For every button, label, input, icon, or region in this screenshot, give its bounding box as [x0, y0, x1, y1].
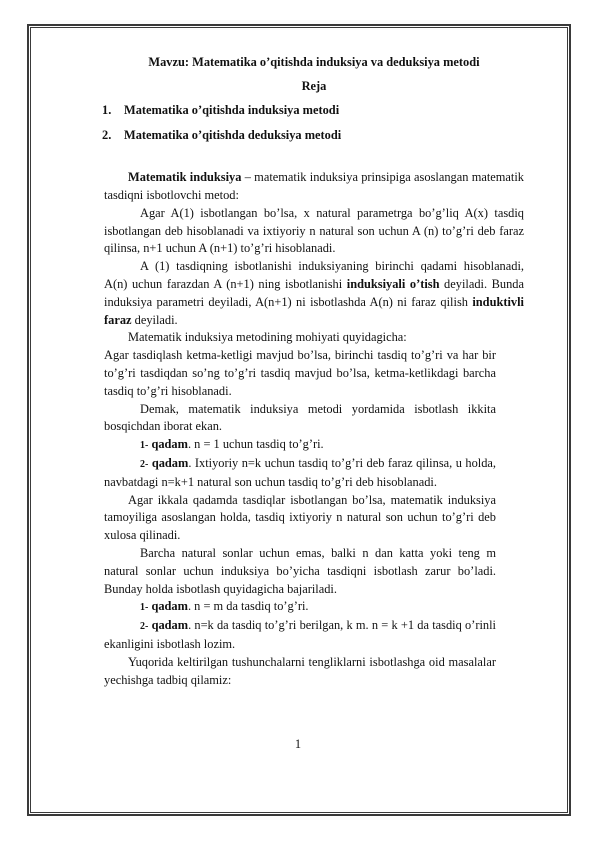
plan-list — [104, 102, 524, 146]
paragraph: Agar ikkala qadamda tasdiqlar isbotlangan bo’lsa, matematik induksiya tamoyiliga asoslangan holda, tasdiq ixtiyoriy n natural son uchun to’g’ri deb xulosa qilinadi. — [104, 492, 496, 543]
paragraph-definition — [104, 169, 524, 205]
plan-item-text: Matematika o’qitishda deduksiya metodi — [124, 128, 342, 143]
step-1 — [104, 436, 496, 455]
paragraph: Yuqorida keltirilgan tushunchalarni tengliklarni isbotlashga oid masalalar yechishga tadbiq qilamiz: — [104, 654, 496, 687]
step-text: . n = 1 uchun tasdiq to’g’ri. — [187, 437, 324, 452]
step-number: 1- — [140, 602, 149, 614]
term-bold: Matematik induksiya — [128, 170, 242, 185]
step-text: . Ixtiyoriy n=k uchun tasdiq to’g’ri deb faraz qilinsa, u holda, navbatdagi n=k+1 natural son uchun tasdiq to’g’ri deb hisoblanadi. — [104, 455, 496, 489]
step-1 — [104, 598, 496, 617]
doc-subtitle: Reja — [301, 78, 327, 93]
term-bold: induksiyali o’tish — [346, 276, 440, 291]
page-number: 1 — [294, 737, 302, 751]
paragraph-text: deyiladi. — [131, 312, 178, 327]
plan-item — [104, 127, 524, 145]
paragraph-text: deyiladi. Bunda induksiya parametri deyiladi, A(n+1) ni isbotlashda A(n) ni faraz qilish — [104, 276, 524, 309]
doc-title: Mavzu: Matematika o’qitishda induksiya va deduksiya metodi — [148, 55, 480, 69]
plan-item — [104, 102, 524, 120]
paragraph: Agar A(1) isbotlangan bo’lsa, x natural parametrga bo’g’liq A(x) tasdiq isbotlangan deb hisoblanadi va ixtiyoriy n natural son uchun A (n) to’g’ri deb faraz qilinsa, n+1 uchun A (n+1) to’g’ri hisoblanadi. — [104, 205, 524, 256]
spacer — [104, 153, 524, 169]
step-number: 1- — [140, 440, 149, 452]
step-text: . n=k da tasdiq to’g’ri berilgan, k m. n = k +1 da tasdiq o’rinli ekanligini isbotlash lozim. — [104, 618, 496, 651]
document-body — [104, 54, 524, 689]
step-label: qadam — [151, 437, 188, 452]
plan-item-text: Matematika o’qitishda induksiya metodi — [124, 102, 340, 117]
narrow-block — [104, 347, 496, 689]
term-bold: induktivli faraz — [104, 294, 524, 327]
paragraph: Matematik induksiya metodining mohiyati quyidagicha: — [128, 330, 407, 345]
step-text: . n = m da tasdiq to’g’ri. — [187, 599, 309, 614]
paragraph — [104, 258, 524, 329]
step-number: 2- — [140, 458, 149, 470]
step-label: qadam — [151, 599, 188, 614]
paragraph-text: A (1) tasdiqning isbotlanishi induksiyaning birinchi qadami hisoblanadi, A(n) uchun farazdan A (n+1) ning isbotlanishi — [104, 259, 524, 291]
paragraph-text: – matematik induksiya prinsipiga asoslangan matematik tasdiqni isbotlovchi metod: — [104, 170, 524, 202]
step-number: 2- — [140, 621, 149, 633]
paragraph: Demak, matematik induksiya metodi yordamida isbotlash ikkita bosqichdan iborat ekan. — [104, 401, 496, 434]
step-2 — [104, 617, 496, 654]
plan-item-number: 1. — [102, 102, 112, 117]
plan-item-number: 2. — [102, 128, 112, 143]
step-2 — [104, 455, 496, 492]
paragraph: Barcha natural sonlar uchun emas, balki n dan katta yoki teng m natural sonlar uchun induksiya bo’yicha tasdiqni isbotlash zarur bo’ladi. Bunday holda isbotlash quyidagicha bajariladi. — [104, 545, 496, 596]
step-label: qadam — [151, 455, 189, 470]
step-label: qadam — [151, 618, 189, 633]
paragraph: Agar tasdiqlash ketma-ketligi mavjud bo’lsa, birinchi tasdiq to’g’ri va har bir to’g’ri tasdiqdan so’ng to’g’ri tasdiq mavjud bo’lsa, ketma-ketlikdagi barcha tasdiq to’g’ri hisoblanadi. — [104, 348, 496, 398]
